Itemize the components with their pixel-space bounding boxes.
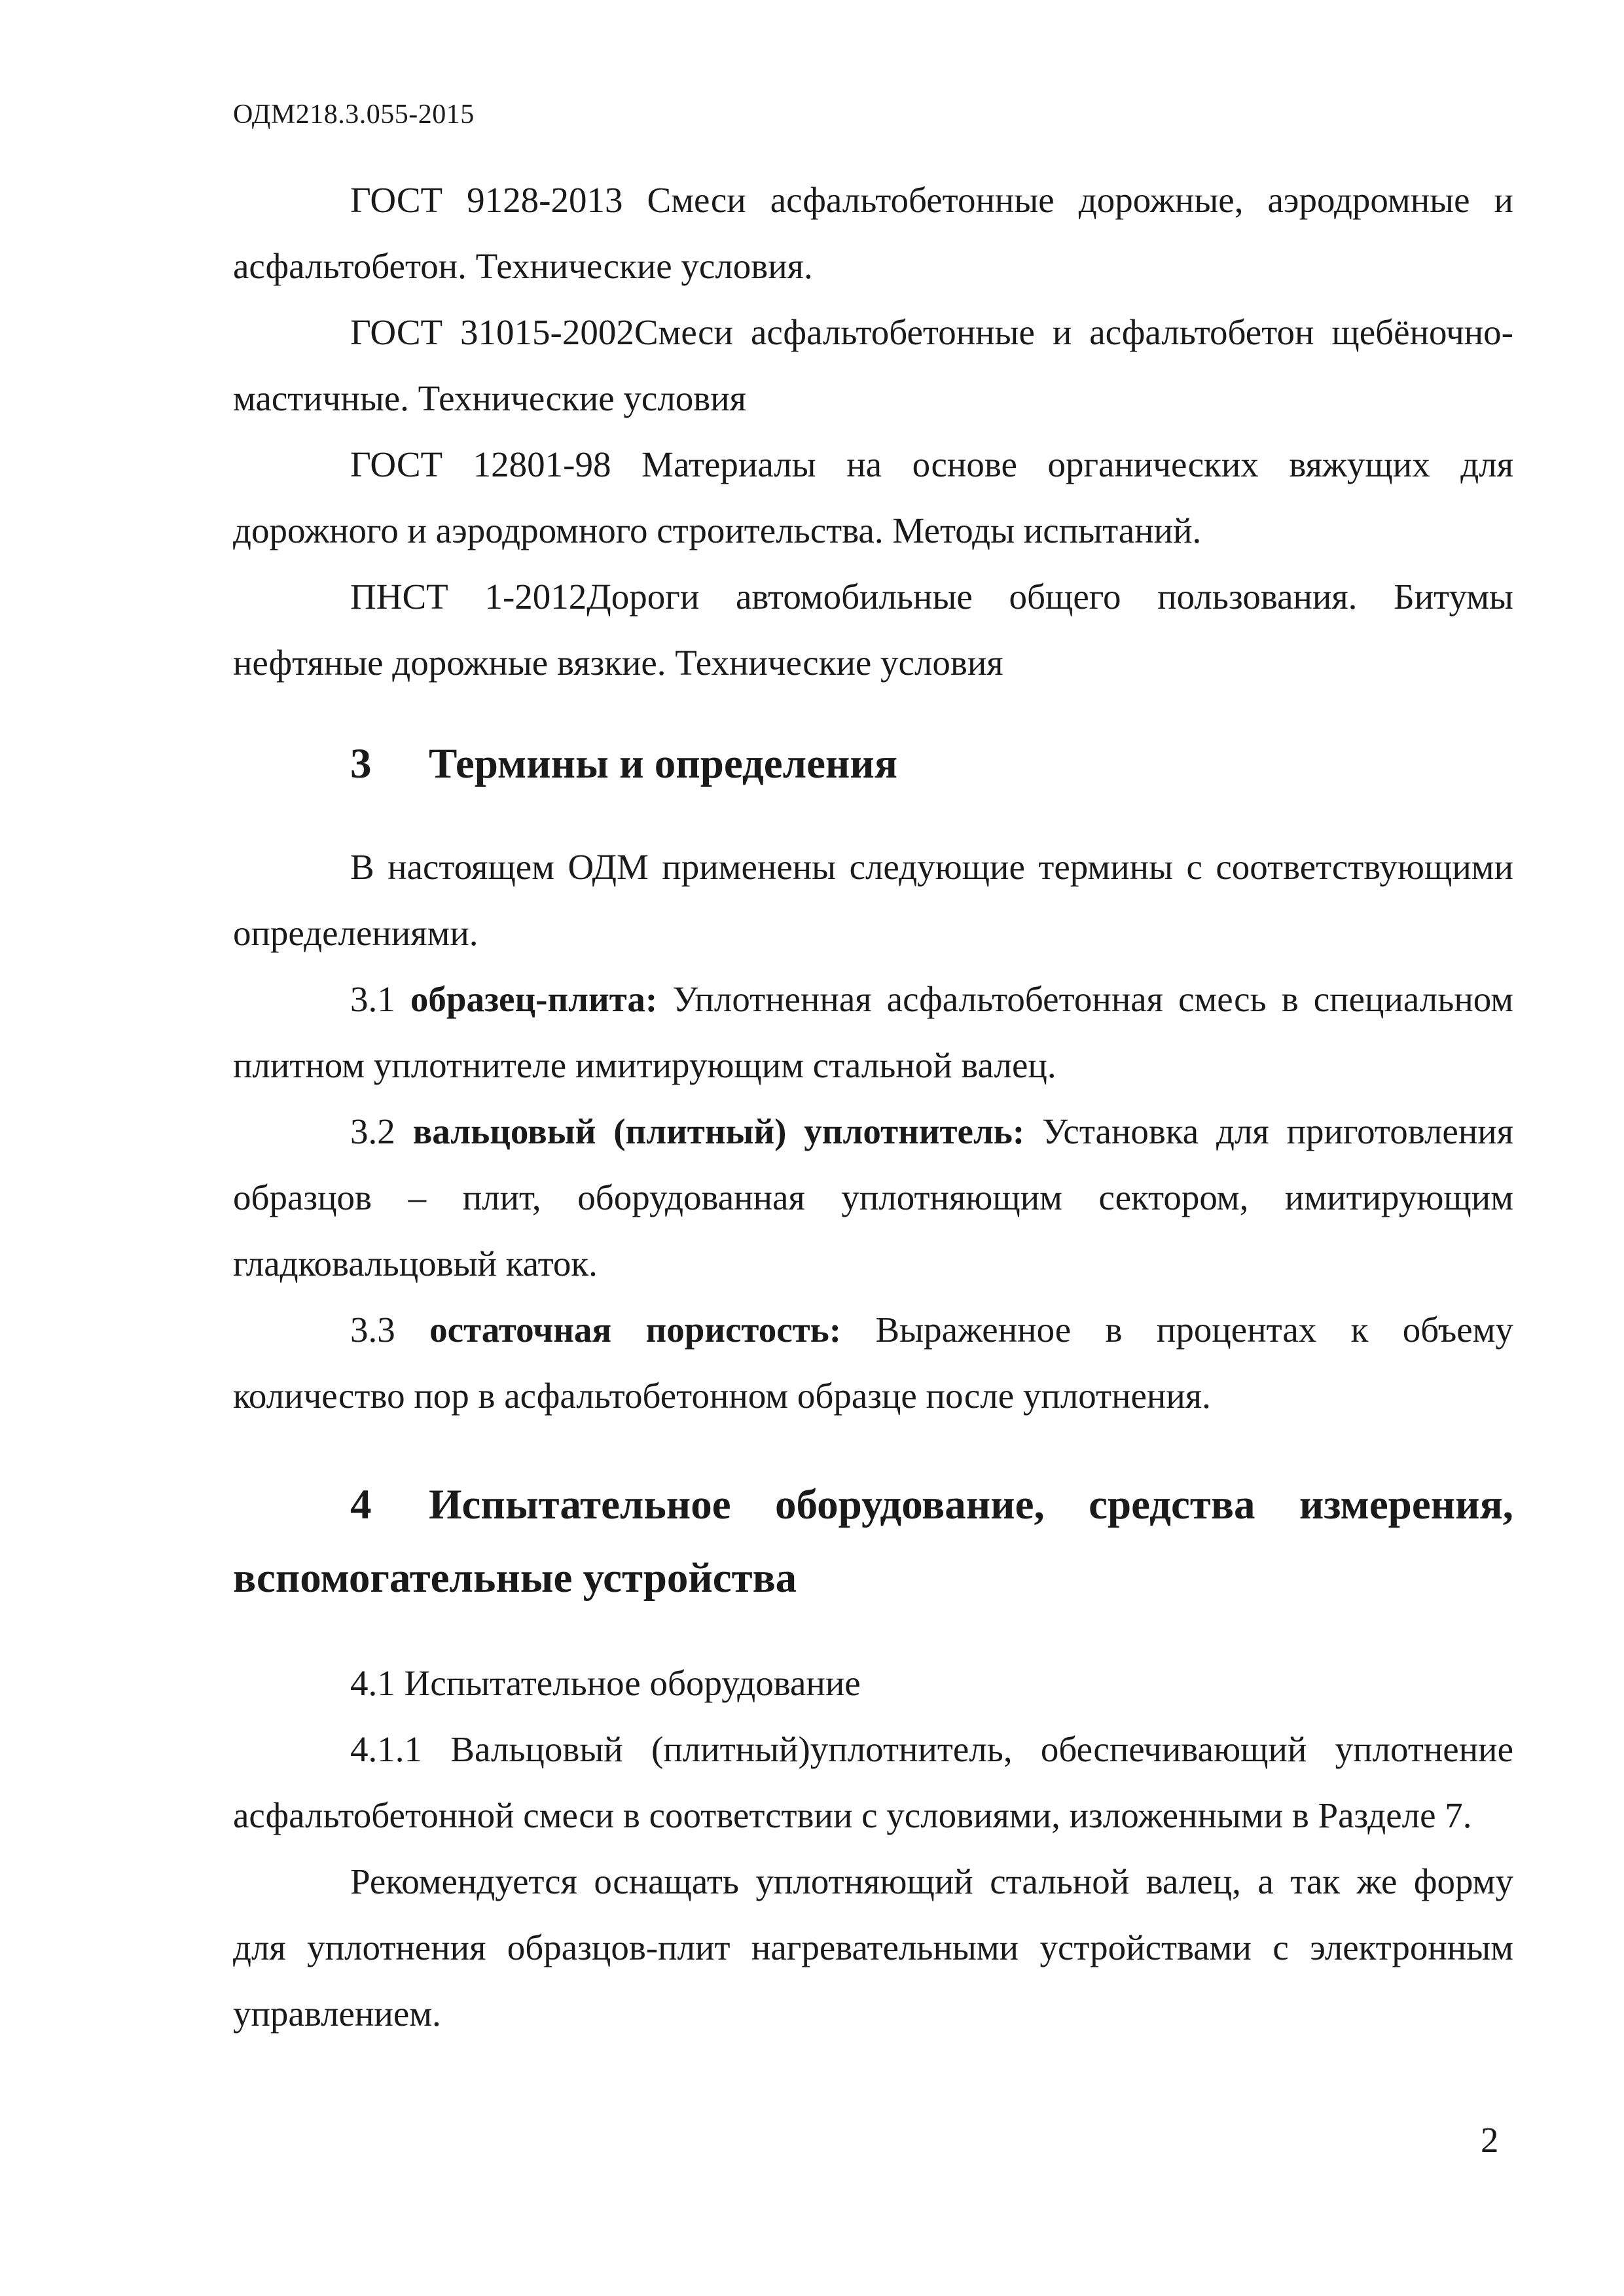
term-number: 3.1 bbox=[350, 979, 395, 1019]
section-4-number: 4 bbox=[350, 1481, 372, 1528]
subsection-4-1: 4.1 Испытательное оборудование bbox=[350, 1663, 861, 1703]
term-name: вальцовый (плитный) уплотнитель: bbox=[412, 1111, 1025, 1151]
section-3-title: Термины и определения bbox=[429, 740, 897, 787]
term-definition: Установка для приготовления образцов – плит, оборудованная уплотняющим сектором, имитирующим гладковальцовый каток. bbox=[233, 1111, 1513, 1283]
page-content bbox=[233, 167, 1513, 2047]
term-name: остаточная пористость: bbox=[429, 1310, 842, 1350]
term-number: 3.3 bbox=[350, 1310, 395, 1350]
section-4-title: Испытательное оборудование, средства измерения, вспомогательные устройства bbox=[233, 1481, 1513, 1602]
term-3-1 bbox=[233, 966, 1513, 1098]
reference-pnst-1: ПНСТ 1-2012Дороги автомобильные общего пользования. Битумы нефтяные дорожные вязкие. Технические условия bbox=[233, 577, 1513, 683]
reference-gost-9128: ГОСТ 9128-2013 Смеси асфальтобетонные дорожные, аэродромные и асфальтобетон. Технические условия. bbox=[233, 180, 1513, 286]
term-3-2 bbox=[233, 1098, 1513, 1297]
document-code: ОДМ218.3.055-2015 bbox=[233, 99, 475, 130]
term-name: образец-плита: bbox=[410, 979, 658, 1019]
section-3-number: 3 bbox=[350, 740, 372, 787]
term-number: 3.2 bbox=[350, 1111, 395, 1151]
term-definition: Уплотненная асфальтобетонная смесь в специальном плитном уплотнителе имитирующим стальной валец. bbox=[233, 979, 1514, 1085]
term-definition: Выраженное в процентах к объему количество пор в асфальтобетонном образце после уплотнения. bbox=[233, 1310, 1514, 1416]
reference-gost-12801: ГОСТ 12801-98 Материалы на основе органических вяжущих для дорожного и аэродромного строительства. Методы испытаний. bbox=[233, 444, 1513, 550]
section-3-heading bbox=[233, 727, 1513, 800]
reference-gost-31015: ГОСТ 31015-2002Смеси асфальтобетонные и асфальтобетон щебёночно-мастичные. Технические условия bbox=[233, 312, 1513, 418]
term-3-3 bbox=[233, 1297, 1513, 1429]
clause-4-1-1: 4.1.1 Вальцовый (плитный)уплотнитель, обеспечивающий уплотнение асфальтобетонной смеси в соответствии с условиями, изложенными в Разделе 7. bbox=[233, 1729, 1513, 1835]
section-4-heading bbox=[233, 1468, 1513, 1615]
section-3-intro: В настоящем ОДМ применены следующие термины с соответствующими определениями. bbox=[233, 847, 1513, 953]
recommendation-paragraph: Рекомендуется оснащать уплотняющий стальной валец, а так же форму для уплотнения образцов-плит нагревательными устройствами с электронным управлением. bbox=[233, 1861, 1513, 2034]
page-number: 2 bbox=[1481, 2120, 1499, 2160]
